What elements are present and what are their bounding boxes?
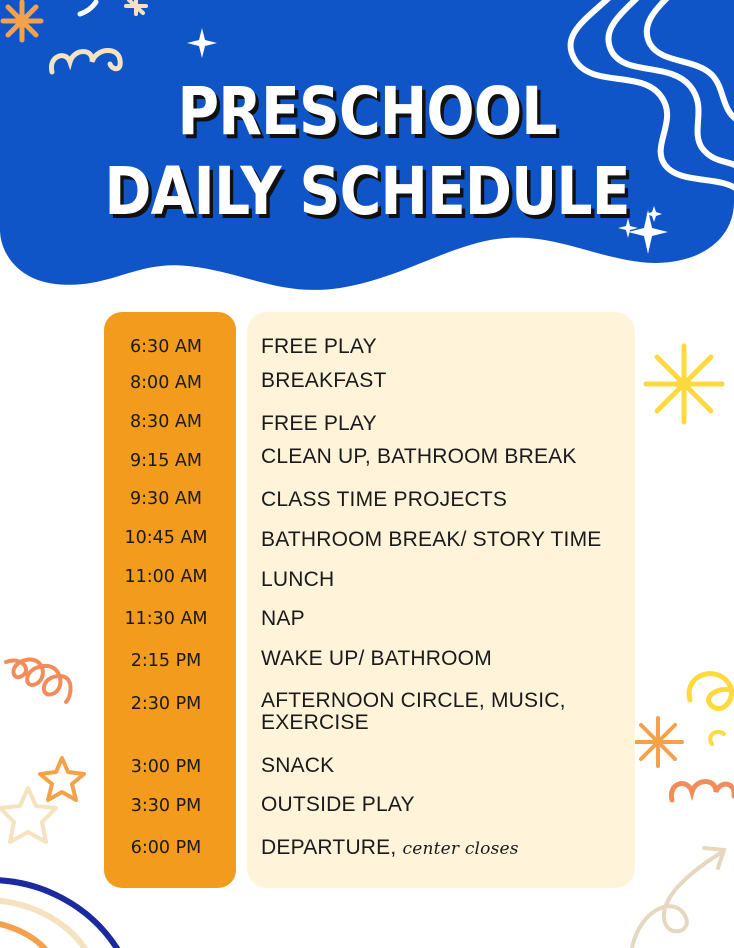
time-label: 3:00 PM (130, 757, 202, 777)
activity-label: WAKE UP/ BATHROOM (261, 647, 492, 670)
burst-icon (634, 718, 682, 766)
activity-label: NAP (261, 607, 305, 630)
star-outline-icon (40, 758, 84, 800)
activity-label: BATHROOM BREAK/ STORY TIME (261, 528, 602, 551)
arc-line-icon (0, 922, 46, 948)
activity-label: OUTSIDE PLAY (261, 793, 415, 816)
burst-icon (126, 0, 146, 14)
time-label: 6:30 AM (130, 337, 202, 357)
activity-label: AFTERNOON CIRCLE, MUSIC, EXERCISE (261, 689, 566, 734)
activity-label: SNACK (261, 754, 335, 777)
time-label: 3:30 PM (130, 796, 202, 816)
time-label: 11:00 AM (124, 567, 208, 587)
squiggle-icon (6, 660, 71, 702)
activity-label: FREE PLAY (261, 335, 377, 358)
title-line-1: PRESCHOOL (177, 73, 557, 150)
swirl-arrow-icon (632, 848, 724, 948)
activity-label: CLEAN UP, BATHROOM BREAK (261, 445, 577, 468)
time-label: 6:00 PM (130, 838, 202, 858)
activity-label: CLASS TIME PROJECTS (261, 488, 508, 511)
time-label: 2:15 PM (130, 651, 202, 671)
burst-icon (3, 2, 41, 40)
squiggle-icon (51, 50, 120, 72)
activity-label: LUNCH (261, 568, 335, 591)
time-label: 8:30 AM (130, 412, 202, 432)
time-label: 9:15 AM (130, 451, 202, 471)
time-label: 11:30 AM (124, 609, 208, 629)
arc-line-icon (0, 880, 118, 948)
squiggle-icon (671, 782, 734, 801)
time-label: 2:30 PM (130, 694, 202, 714)
title-line-2: DAILY SCHEDULE (104, 153, 630, 230)
activity-label (261, 837, 621, 860)
activity-note: center closes (402, 839, 519, 859)
time-label: 10:45 AM (124, 528, 208, 548)
page-title (51, 72, 682, 232)
time-label: 8:00 AM (130, 373, 202, 393)
burst-icon (646, 346, 722, 422)
squiggle-icon (689, 674, 734, 709)
activity-label: BREAKFAST (261, 369, 387, 392)
activity-label: FREE PLAY (261, 412, 377, 435)
activity-text: DEPARTURE, (261, 836, 397, 859)
time-label: 9:30 AM (130, 489, 202, 509)
